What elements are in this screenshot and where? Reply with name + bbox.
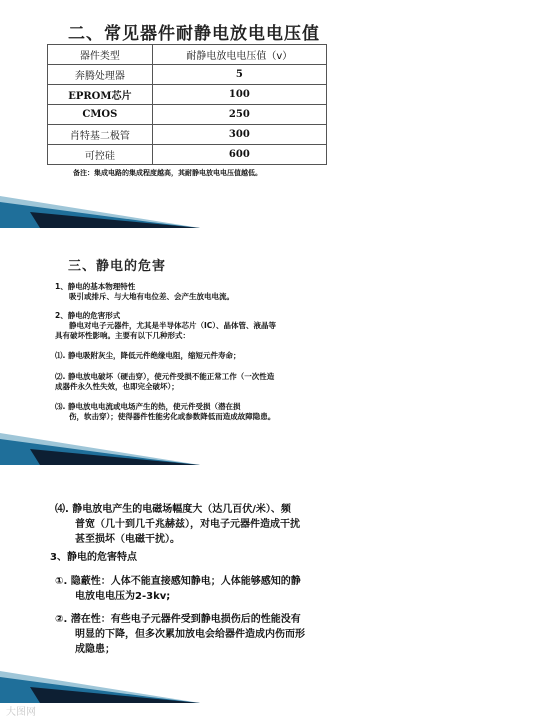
list-item: ②. 潜在性：有些电子元器件受到静电损伤后的性能没有 <box>55 614 301 625</box>
table-row <box>48 105 327 125</box>
table-cell: 600 <box>152 145 326 165</box>
slide-decoration <box>0 188 200 228</box>
slide-title: 二、常见器件耐静电放电电压值 <box>68 24 320 44</box>
list-item: ①. 隐蔽性：人体不能直接感知静电；人体能够感知的静 <box>55 576 301 587</box>
table-header-row <box>48 45 327 65</box>
section-text: 静电对电子元器件，尤其是半导体芯片（IC）、晶体管、液晶等 <box>69 321 277 330</box>
list-item-continuation: 电放电电压为2-3kv; <box>75 591 171 602</box>
table-row <box>48 145 327 165</box>
section-heading: 3、静电的危害特点 <box>50 552 137 563</box>
section-text: 具有破坏性影响。主要有以下几种形式： <box>55 331 190 340</box>
table-cell: 肖特基二极管 <box>48 125 153 145</box>
list-item: ⑶. 静电放电电流或电场产生的热，使元件受损（潜在损 <box>55 402 241 411</box>
esd-voltage-table <box>47 44 327 165</box>
table-cell: 300 <box>152 125 326 145</box>
table-cell: 奔腾处理器 <box>48 65 153 85</box>
list-item: ⑵. 静电放电破坏（硬击穿），使元件受损不能正常工作（一次性造 <box>55 372 275 381</box>
characteristic-latency <box>55 612 305 657</box>
slide-decoration <box>0 663 200 703</box>
list-item-continuation: 明显的下降，但多次累加放电会给器件造成内伤而形 <box>75 629 305 640</box>
characteristic-concealment <box>55 574 301 604</box>
table-cell: CMOS <box>48 105 153 125</box>
table-cell: 100 <box>152 85 326 105</box>
list-item-continuation: 成器件永久性失效，也即完全破坏）； <box>55 382 179 391</box>
section-text: 吸引或排斥、与大地有电位差、会产生放电电流。 <box>69 292 234 301</box>
section-physical-properties <box>55 282 234 302</box>
table-cell: EPROM芯片 <box>48 85 153 105</box>
list-item-continuation: 甚至损坏（电磁干扰）。 <box>75 534 180 545</box>
column-header: 器件类型 <box>48 45 153 65</box>
table-cell: 可控硅 <box>48 145 153 165</box>
list-item: ⑷. 静电放电产生的电磁场幅度大（达几百伏/米）、频 <box>55 504 291 515</box>
hazard-item-4 <box>55 502 300 547</box>
column-header: 耐静电放电电压值（v） <box>152 45 326 65</box>
table-row <box>48 65 327 85</box>
hazard-item-2 <box>55 372 274 392</box>
table-note: 备注：集成电路的集成程度越高，其耐静电放电电压值越低。 <box>73 169 262 177</box>
table-cell: 250 <box>152 105 326 125</box>
slide-esd-hazards <box>0 239 537 465</box>
watermark-logo: 大图网 <box>6 707 36 718</box>
slide-decoration <box>0 425 200 465</box>
section-heading: 2、静电的危害形式 <box>55 311 121 320</box>
section-hazard-forms <box>55 311 276 341</box>
table-row <box>48 125 327 145</box>
table-cell: 5 <box>152 65 326 85</box>
slide-title: 三、静电的危害 <box>68 259 167 274</box>
slide-esd-voltage <box>0 0 537 228</box>
table-row <box>48 85 327 105</box>
list-item-continuation: 普宽（几十到几千兆赫兹），对电子元器件造成干扰 <box>75 519 300 530</box>
list-item-continuation: 成隐患； <box>75 644 115 655</box>
list-item-continuation: 伤，软击穿）；使得器件性能劣化或参数降低而造成故障隐患。 <box>69 412 276 421</box>
section-heading: 1、静电的基本物理特性 <box>55 282 136 291</box>
list-item: ⑴. 静电吸附灰尘，降低元件绝缘电阻，缩短元件寿命； <box>55 351 241 360</box>
hazard-item-1 <box>55 351 240 361</box>
slide-esd-characteristics <box>0 470 537 723</box>
hazard-item-3 <box>55 402 275 422</box>
